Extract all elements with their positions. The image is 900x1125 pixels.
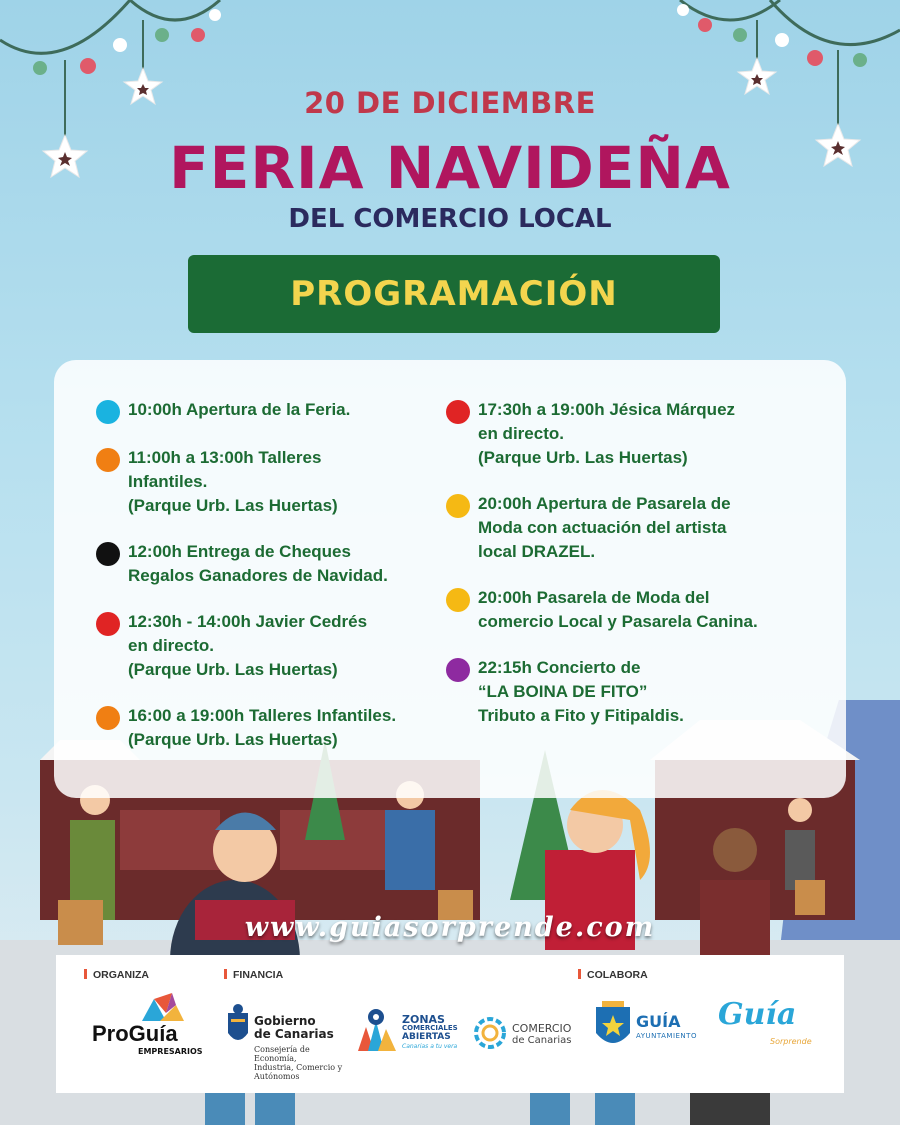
schedule-line: en directo.	[478, 424, 564, 443]
guia-ayuntamiento-logo	[594, 997, 704, 1057]
schedule-line: 12:30h - 14:00h Javier Cedrés	[128, 612, 368, 631]
comercio-line2: de Canarias	[512, 1035, 572, 1046]
gobierno-line1: Gobierno	[254, 1014, 316, 1028]
schedule-dot	[446, 494, 470, 518]
schedule-item	[96, 446, 446, 518]
schedule-line: Moda con actuación del artista	[478, 518, 727, 537]
ayuntamiento-shield-icon	[594, 997, 632, 1053]
schedule-line: (Parque Urb. Las Huertas)	[128, 660, 338, 679]
proguia-icon	[132, 991, 192, 1023]
schedule-line: 22:15h Concierto de	[478, 658, 641, 677]
event-subtitle: DEL COMERCIO LOCAL	[288, 204, 612, 234]
schedule-line: 17:30h a 19:00h Jésica Márquez	[478, 400, 736, 419]
zonas-tag: Canarias a tu vera	[402, 1043, 458, 1050]
comercio-line1: COMERCIO	[512, 1022, 572, 1035]
zonas-line2: COMERCIALES	[402, 1024, 458, 1032]
schedule-dot	[96, 612, 120, 636]
schedule-dot	[446, 588, 470, 612]
zonas-line3: ABIERTAS	[402, 1032, 451, 1042]
financia-label: FINANCIA	[224, 969, 283, 981]
schedule-line: en directo.	[128, 636, 214, 655]
schedule-item	[446, 586, 806, 634]
schedule-column-left	[96, 398, 446, 774]
schedule-line: Regalos Ganadores de Navidad.	[128, 566, 388, 585]
website-link[interactable]: www.guiasorprende.com	[244, 912, 656, 943]
schedule-dot	[96, 400, 120, 424]
organiza-label: ORGANIZA	[84, 969, 149, 981]
schedule-dot	[96, 542, 120, 566]
colabora-label: COLABORA	[578, 969, 648, 981]
guia-ayto-name: GUÍA	[636, 1012, 681, 1031]
zonas-line1: ZONAS	[402, 1013, 445, 1026]
gobierno-sub3: Autónomos	[254, 1072, 300, 1081]
schedule-item	[446, 492, 806, 564]
schedule-line: local DRAZEL.	[478, 542, 596, 561]
event-title: FERIA NAVIDEÑA	[169, 134, 731, 202]
schedule-item	[96, 398, 446, 424]
schedule-item	[446, 656, 806, 728]
schedule-dot	[446, 658, 470, 682]
schedule-column-right	[446, 398, 806, 750]
schedule-dot	[96, 706, 120, 730]
schedule-item	[96, 540, 446, 588]
comercio-sun-icon	[472, 1015, 508, 1051]
coat-of-arms-icon	[226, 1003, 250, 1047]
schedule-item	[96, 704, 446, 752]
schedule-line: 20:00h Apertura de Pasarela de	[478, 494, 731, 513]
gobierno-line2: de Canarias	[254, 1027, 334, 1041]
gobierno-sub2: Industria, Comercio y	[254, 1063, 343, 1072]
zonas-map-icon	[356, 1007, 398, 1053]
schedule-line: (Parque Urb. Las Huertas)	[478, 448, 688, 467]
guia-sorprende-logo	[716, 997, 826, 1057]
schedule-item	[96, 610, 446, 682]
sponsors-strip	[56, 955, 844, 1093]
schedule-line: 10:00h Apertura de la Feria.	[128, 400, 351, 419]
schedule-line: 12:00h Entrega de Cheques	[128, 542, 351, 561]
gobierno-canarias-logo	[226, 1003, 346, 1081]
proguia-logo: ProGuía EMPRESARIOS	[92, 991, 212, 1071]
schedule-line: “LA BOINA DE FITO”	[478, 682, 648, 701]
schedule-line: 20:00h Pasarela de Moda del	[478, 588, 710, 607]
guia-sorprende-name: Guía	[718, 997, 797, 1032]
schedule-line: 16:00 a 19:00h Talleres Infantiles.	[128, 706, 397, 725]
schedule-item	[446, 398, 806, 470]
guia-ayto-sub: AYUNTAMIENTO	[636, 1032, 697, 1040]
guia-sorprende-sub: Sorprende	[770, 1037, 812, 1046]
schedule-line: (Parque Urb. Las Huertas)	[128, 496, 338, 515]
zonas-comerciales-logo	[356, 1007, 466, 1057]
schedule-line: Infantiles.	[128, 472, 208, 491]
gobierno-sub1: Consejería de Economía,	[254, 1045, 310, 1063]
schedule-panel	[54, 360, 846, 798]
schedule-line: Tributo a Fito y Fitipaldis.	[478, 706, 684, 725]
schedule-dot	[96, 448, 120, 472]
event-date: 20 DE DICIEMBRE	[304, 86, 596, 120]
comercio-canarias-logo	[472, 1015, 572, 1055]
schedule-dot	[446, 400, 470, 424]
schedule-line: (Parque Urb. Las Huertas)	[128, 730, 338, 749]
schedule-line: 11:00h a 13:00h Talleres	[128, 448, 322, 467]
schedule-line: comercio Local y Pasarela Canina.	[478, 612, 758, 631]
program-label: PROGRAMACIÓN	[290, 274, 618, 314]
program-banner	[188, 255, 720, 333]
